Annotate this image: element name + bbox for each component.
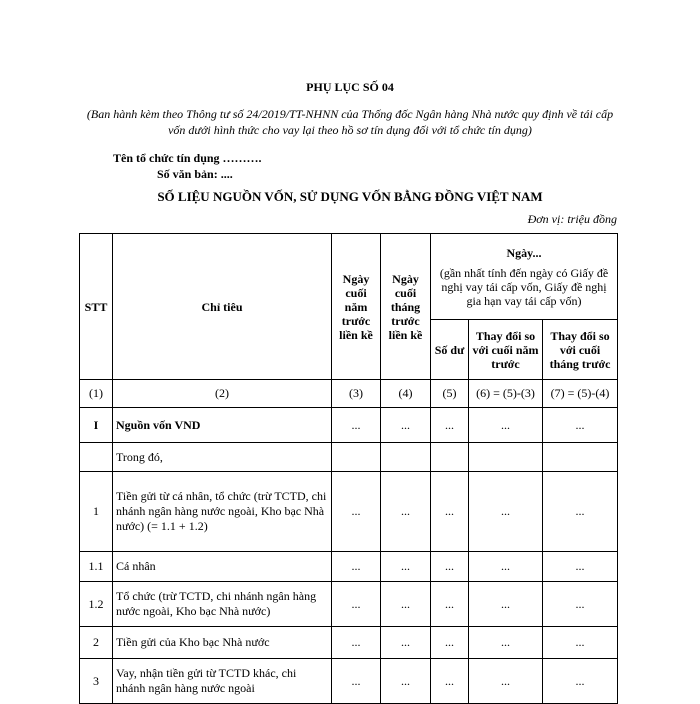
row-value: ... <box>381 627 431 659</box>
row-stt: 1 <box>80 472 113 552</box>
row-value <box>469 443 543 472</box>
row-value: ... <box>469 472 543 552</box>
row-value: ... <box>381 472 431 552</box>
row-value: ... <box>431 552 469 582</box>
header-col7: Thay đổi so với cuối tháng trước <box>543 320 618 380</box>
row-value: ... <box>381 659 431 704</box>
row-value <box>543 443 618 472</box>
row-value: ... <box>431 408 469 443</box>
row-value: ... <box>431 627 469 659</box>
row-value: ... <box>543 552 618 582</box>
row-value: ... <box>332 627 381 659</box>
row-label: Cá nhân <box>113 552 332 582</box>
row-stt <box>80 443 113 472</box>
row-stt: 1.2 <box>80 582 113 627</box>
appendix-subtitle: (Ban hành kèm theo Thông tư số 24/2019/TT-NHNN của Thống đốc Ngân hàng Nhà nước quy định về tái cấp vốn dưới hình thức cho vay lại theo hồ sơ tín dụng đối với tổ chức tín dụng) <box>86 107 614 137</box>
row-value: ... <box>332 472 381 552</box>
row-value: ... <box>332 659 381 704</box>
row-label: Tiền gửi của Kho bạc Nhà nước <box>113 627 332 659</box>
table-row <box>80 443 618 472</box>
column-number: (2) <box>113 380 332 408</box>
row-value: ... <box>431 659 469 704</box>
row-value: ... <box>332 552 381 582</box>
row-label: Trong đó, <box>113 443 332 472</box>
row-stt: 1.1 <box>80 552 113 582</box>
report-heading: SỐ LIỆU NGUỒN VỐN, SỬ DỤNG VỐN BẰNG ĐỒNG VIỆT NAM <box>157 189 543 204</box>
header-group-note: (gần nhất tính đến ngày có Giấy đề nghị vay tái cấp vốn, Giấy đề nghị gia hạn vay tái cấp vốn) <box>439 265 609 308</box>
document-number: Số văn bản: .... <box>157 167 233 181</box>
row-value: ... <box>469 627 543 659</box>
row-value: ... <box>469 552 543 582</box>
header-col4: Ngày cuối tháng trước liền kề <box>381 234 431 380</box>
unit-label: Đơn vị: triệu đồng <box>527 212 617 226</box>
header-col3: Ngày cuối năm trước liền kề <box>332 234 381 380</box>
header-col5: Số dư <box>431 320 469 380</box>
table-row <box>80 552 618 582</box>
table-row <box>80 627 618 659</box>
header-group <box>431 234 618 320</box>
row-value: ... <box>469 582 543 627</box>
column-number-row <box>80 380 618 408</box>
row-value <box>381 443 431 472</box>
row-value: ... <box>431 582 469 627</box>
table-row <box>80 472 618 552</box>
row-value: ... <box>381 408 431 443</box>
credit-institution-name: Tên tổ chức tín dụng ………. <box>113 151 262 165</box>
row-value: ... <box>469 659 543 704</box>
row-value: ... <box>469 408 543 443</box>
table-row <box>80 582 618 627</box>
row-value: ... <box>381 552 431 582</box>
row-value: ... <box>543 659 618 704</box>
row-value <box>332 443 381 472</box>
column-number: (1) <box>80 380 113 408</box>
row-value: ... <box>543 627 618 659</box>
row-value: ... <box>431 472 469 552</box>
header-col6: Thay đổi so với cuối năm trước <box>469 320 543 380</box>
row-value <box>431 443 469 472</box>
row-stt: 2 <box>80 627 113 659</box>
table-row <box>80 659 618 704</box>
row-stt: I <box>80 408 113 443</box>
capital-table <box>79 233 618 704</box>
row-value: ... <box>381 582 431 627</box>
header-group-title: Ngày... <box>506 245 542 260</box>
row-value: ... <box>332 408 381 443</box>
row-value: ... <box>332 582 381 627</box>
row-label: Nguồn vốn VND <box>113 408 332 443</box>
header-chi-tieu: Chỉ tiêu <box>113 234 332 380</box>
appendix-title: PHỤ LỤC SỐ 04 <box>306 80 394 94</box>
column-number: (7) = (5)-(4) <box>543 380 618 408</box>
row-value: ... <box>543 472 618 552</box>
column-number: (6) = (5)-(3) <box>469 380 543 408</box>
row-label: Vay, nhận tiền gửi từ TCTD khác, chi nhánh ngân hàng nước ngoài <box>113 659 332 704</box>
table-row <box>80 408 618 443</box>
row-label: Tiền gửi từ cá nhân, tổ chức (trừ TCTD, chi nhánh ngân hàng nước ngoài, Kho bạc Nhà nước) (= 1.1 + 1.2) <box>113 472 332 552</box>
row-label: Tổ chức (trừ TCTD, chi nhánh ngân hàng nước ngoài, Kho bạc Nhà nước) <box>113 582 332 627</box>
column-number: (3) <box>332 380 381 408</box>
row-stt: 3 <box>80 659 113 704</box>
column-number: (4) <box>381 380 431 408</box>
row-value: ... <box>543 408 618 443</box>
column-number: (5) <box>431 380 469 408</box>
header-stt: STT <box>80 234 113 380</box>
row-value: ... <box>543 582 618 627</box>
